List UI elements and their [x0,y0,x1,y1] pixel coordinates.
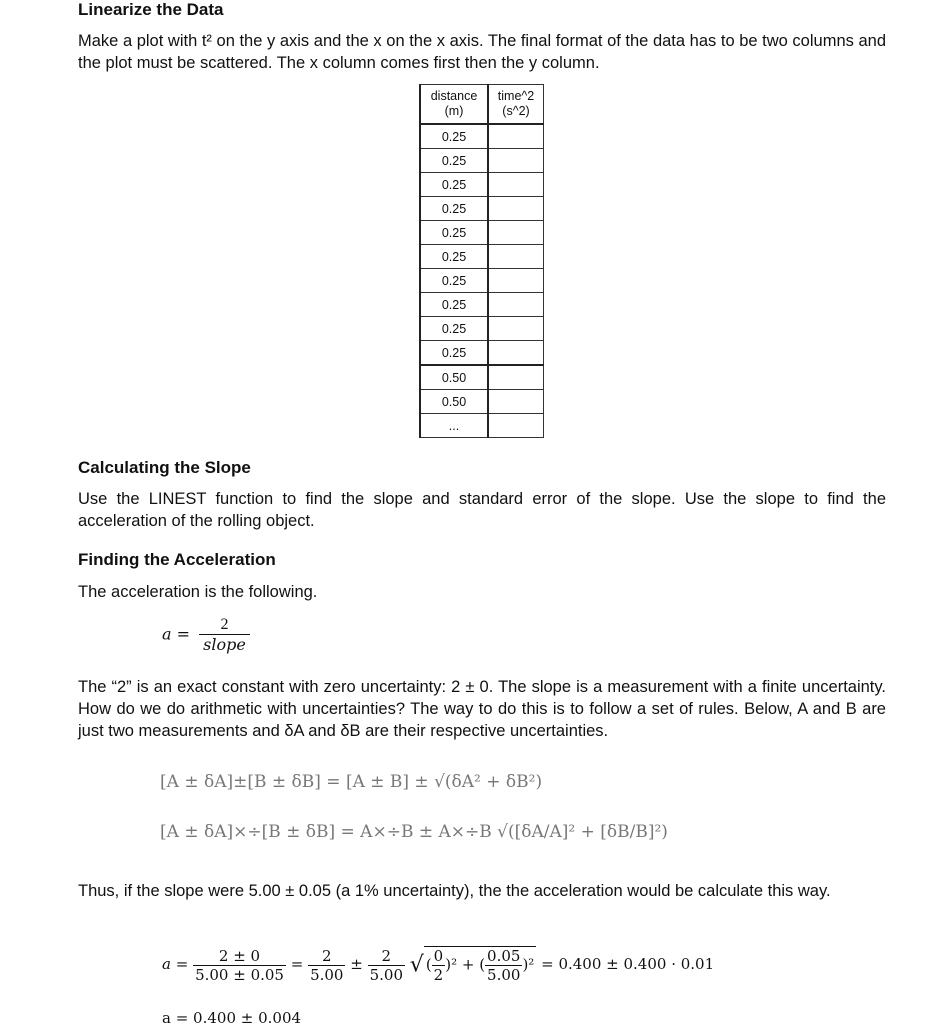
example-text: Thus, if the slope were 5.00 ± 0.05 (a 1% uncertainty), the the acceleration would be calculate this way. [78,882,831,900]
table-cell: 0.25 [420,269,488,293]
table-cell-empty [488,317,544,341]
table-cell-empty [488,414,544,438]
time-squared-header: time^2 (s^2) [488,85,544,125]
table-cell-empty [488,221,544,245]
table-cell-empty [488,173,544,197]
table-cell: 0.25 [420,317,488,341]
table-cell: 0.25 [420,221,488,245]
slope-instructions: Use the LINEST function to find the slope and standard error of the slope. Use the slope to find the acceleration of the rolling object. [78,490,886,530]
table-cell-empty [488,197,544,221]
multiplication-rule: [A ± δA]×÷[B ± δB] = A×÷B ± A×÷B √([δA/A]² + [δB/B]²) [160,822,668,842]
table-cell: 0.25 [420,341,488,366]
table-cell-empty [488,390,544,414]
section-title-slope: Calculating the Slope [78,458,251,477]
table-cell: 0.50 [420,365,488,390]
table-cell: 0.25 [420,245,488,269]
example-result: a = 0.400 ± 0.004 [162,1009,302,1027]
table-cell-empty [488,341,544,366]
section-title-acceleration: Finding the Acceleration [78,550,276,569]
data-table [419,84,544,438]
acceleration-formula: a = $\frac{2}{\text{slope}}$ [162,616,250,654]
linearize-instructions: Make a plot with t² on the y axis and the x on the x axis. The final format of the data has to be two columns and the plot must be scattered. The x column comes first then the y column. [78,32,886,72]
table-cell: 0.50 [420,390,488,414]
table-cell-empty [488,124,544,149]
table-cell: 0.25 [420,293,488,317]
table-cell-ellipsis: ... [420,414,488,438]
table-cell: 0.25 [420,149,488,173]
distance-header: distance (m) [420,85,488,125]
uncertainty-explanation: The “2” is an exact constant with zero uncertainty: 2 ± 0. The slope is a measurement with a finite uncertainty. How do we do arithmetic with uncertainties? The way to do this is to follow a set of rules. Below, A and B are just two measurements and δA and δB are their respective uncertainties. [78,678,886,740]
table-cell: 0.25 [420,124,488,149]
section-title-linearize: Linearize the Data [78,0,224,19]
acceleration-intro: The acceleration is the following. [78,583,318,601]
table-cell-empty [488,293,544,317]
example-calculation: a = $\frac{2 \pm 0}{5.00 \pm 0.05}$ = $\frac{2}{5.00}$ ± $\frac{2}{5.00}$ √ ( $\frac{0}{2}$ )² + ( $\frac{0.05}{5.00}$ )² = 0.400 ± 0.400 · 0.01 [162,946,715,984]
table-cell: 0.25 [420,173,488,197]
table-cell-empty [488,269,544,293]
table-cell: 0.25 [420,197,488,221]
addition-rule: [A ± δA]±[B ± δB] = [A ± B] ± √(δA² + δB²) [160,772,543,792]
table-cell-empty [488,149,544,173]
table-cell-empty [488,365,544,390]
table-cell-empty [488,245,544,269]
